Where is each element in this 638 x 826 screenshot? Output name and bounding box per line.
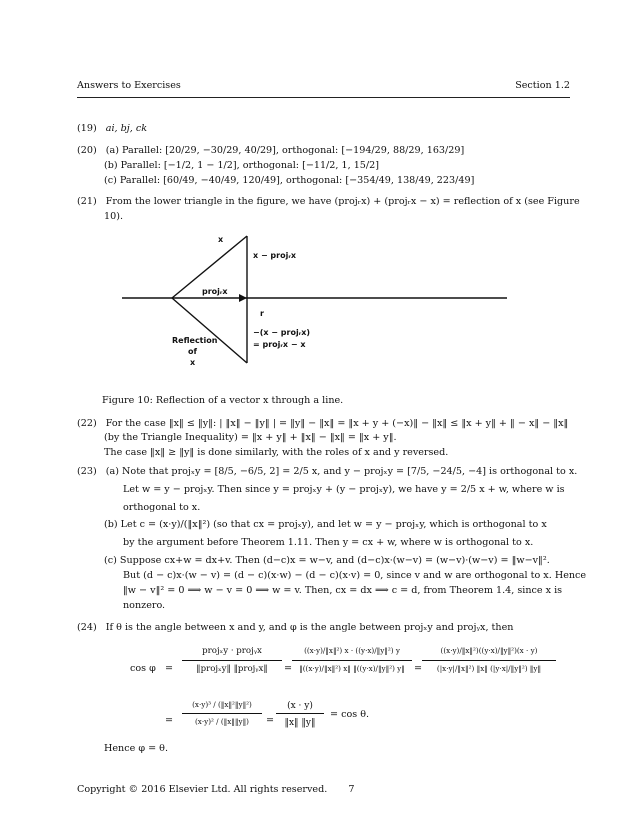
- answer-21-line2: 10).: [104, 211, 124, 222]
- fraction-5-bar: [276, 713, 324, 714]
- answer-23c-line2: But (d − c)x·(w − v) = (d − c)(x·w) − (d − c)(x·v) = 0, since v and w are orthogonal to x. Hence: [123, 570, 587, 581]
- fraction-1-numerator: projₓy · projᵧx: [202, 646, 262, 656]
- answer-23c-line4: nonzero.: [123, 600, 166, 611]
- proj-arrowhead: [239, 294, 247, 302]
- page-footer: [77, 784, 354, 797]
- label-r: r: [260, 309, 264, 318]
- answer-23: [77, 466, 577, 479]
- fraction-4-bar: [182, 713, 262, 714]
- fraction-4-denominator: (x·y)² / (‖x‖‖y‖): [195, 717, 249, 726]
- answer-23a-line1: (a) Note that projₓy = [8/5, −6/5, 2] = 2/5 x, and y − projₓy = [7/5, −24/5, −4] is orthogonal to x.: [105, 466, 578, 477]
- fraction-5-numerator: (x · y): [287, 701, 313, 711]
- fraction-3-numerator: ((x·y)/‖x‖²)((y·x)/‖y‖²)(x · y): [440, 646, 538, 655]
- copyright-text: Copyright © 2016 Elsevier Ltd. All rights reserved.: [77, 784, 328, 795]
- equals-sign-5: =: [266, 715, 275, 726]
- label-reflection-2: of: [188, 347, 197, 356]
- answer-22: [77, 418, 577, 431]
- answer-number: (23): [77, 466, 97, 477]
- label-proj: projᵣx: [202, 287, 228, 296]
- label-x: x: [218, 235, 224, 244]
- header-left: Answers to Exercises: [77, 80, 181, 91]
- fraction-3-bar: [422, 660, 556, 661]
- page-header: [77, 80, 570, 98]
- answer-23a-line3: orthogonal to x.: [123, 502, 201, 513]
- answer-20a: (a) Parallel: [20/29, −30/29, 40/29], orthogonal: [−194/29, 88/29, 163/29]: [105, 145, 465, 156]
- fraction-5-denominator: ‖x‖ ‖y‖: [284, 718, 316, 728]
- label-neg-line2: = projᵣx − x: [253, 340, 306, 349]
- answer-number: (20): [77, 145, 97, 156]
- figure-caption: Figure 10: Reflection of a vector x through a line.: [102, 395, 344, 406]
- answer-20c: (c) Parallel: [60/49, −40/49, 120/49], orthogonal: [−354/49, 138/49, 223/49]: [104, 175, 475, 186]
- equals-sign-2: =: [284, 663, 293, 674]
- answer-number: (22): [77, 418, 97, 429]
- fraction-2-numerator: ((x·y)/‖x‖²) x · ((y·x)/‖y‖²) y: [304, 646, 400, 655]
- answer-20b: (b) Parallel: [−1/2, 1 − 1/2], orthogonal: [−11/2, 1, 15/2]: [104, 160, 379, 171]
- answer-24-conclusion: Hence φ = θ.: [104, 743, 169, 754]
- equals-sign-3: =: [414, 663, 423, 674]
- equation-result: = cos θ.: [330, 709, 370, 720]
- header-right: Section 1.2: [515, 80, 570, 91]
- answer-23b-line1: (b) Let c = (x·y)/(‖x‖²) (so that cx = projₓy), and let w = y − projₓy, which is orthogonal to x: [104, 519, 547, 530]
- answer-23b-line2: by the argument before Theorem 1.11. Then y = cx + w, where w is orthogonal to x.: [123, 537, 534, 548]
- answer-text: ai, bj, ck: [105, 123, 148, 134]
- answer-23c-line3: ‖w − v‖² = 0 ⟹ w − v = 0 ⟹ w = v. Then, cx = dx ⟹ c = d, from Theorem 1.4, since x is: [123, 585, 563, 596]
- answer-number: (19): [77, 123, 97, 134]
- fraction-3-denominator: (|x·y|/‖x‖²) ‖x‖ (|y·x|/‖y‖²) ‖y‖: [436, 664, 542, 673]
- answer-24-intro: If θ is the angle between x and y, and φ is the angle between projₓy and projᵧx, then: [105, 622, 514, 633]
- vector-reflection: [172, 298, 247, 363]
- answer-number: (24): [77, 622, 97, 633]
- fraction-1-denominator: ‖projₓy‖ ‖projᵧx‖: [196, 664, 268, 674]
- answer-23a-line2: Let w = y − projₓy. Then since y = projₓy + (y − projₓy), we have y = 2/5 x + w, where w is: [123, 484, 565, 495]
- label-reflection-1: Reflection: [172, 336, 218, 345]
- fraction-1-bar: [182, 660, 282, 661]
- answer-23c-line1: (c) Suppose cx+w = dx+v. Then (d−c)x = w−v, and (d−c)x·(w−v) = (w−v)·(w−v) = ‖w−v‖².: [104, 555, 550, 566]
- reflection-figure: [122, 228, 512, 378]
- answer-20: [77, 145, 577, 158]
- fraction-4-numerator: (x·y)³ / (‖x‖²‖y‖²): [192, 700, 252, 709]
- answer-24: [77, 622, 577, 635]
- equals-sign-4: =: [165, 715, 174, 726]
- fraction-2-bar: [292, 660, 412, 661]
- fraction-2-denominator: ‖((x·y)/‖x‖²) x‖ ‖((y·x)/‖y‖²) y‖: [299, 664, 405, 673]
- page-number: 7: [348, 784, 355, 795]
- answer-21: [77, 196, 580, 209]
- label-neg-line1: −(x − projᵣx): [253, 328, 311, 337]
- answer-19: [77, 123, 577, 136]
- cos-phi-label: cos φ: [130, 663, 156, 674]
- equals-sign-1: =: [165, 663, 174, 674]
- label-x-minus-proj: x − projᵣx: [253, 251, 297, 260]
- answer-number: (21): [77, 196, 97, 207]
- label-reflection-3: x: [190, 358, 196, 367]
- answer-22-line2: (by the Triangle Inequality) = ‖x + y‖ + ‖x‖ − ‖x‖ = ‖x + y‖.: [104, 432, 397, 443]
- answer-21-line1: From the lower triangle in the figure, we have (projᵣx) + (projᵣx − x) = reflection of x (see Figure: [105, 196, 580, 207]
- answer-22-line3: The case ‖x‖ ≥ ‖y‖ is done similarly, with the roles of x and y reversed.: [104, 447, 449, 458]
- answer-22-line1: For the case ‖x‖ ≤ ‖y‖: | ‖x‖ − ‖y‖ | = ‖y‖ − ‖x‖ = ‖x + y + (−x)‖ − ‖x‖ ≤ ‖x + y‖ + ‖ − x‖ − ‖x‖: [105, 418, 569, 429]
